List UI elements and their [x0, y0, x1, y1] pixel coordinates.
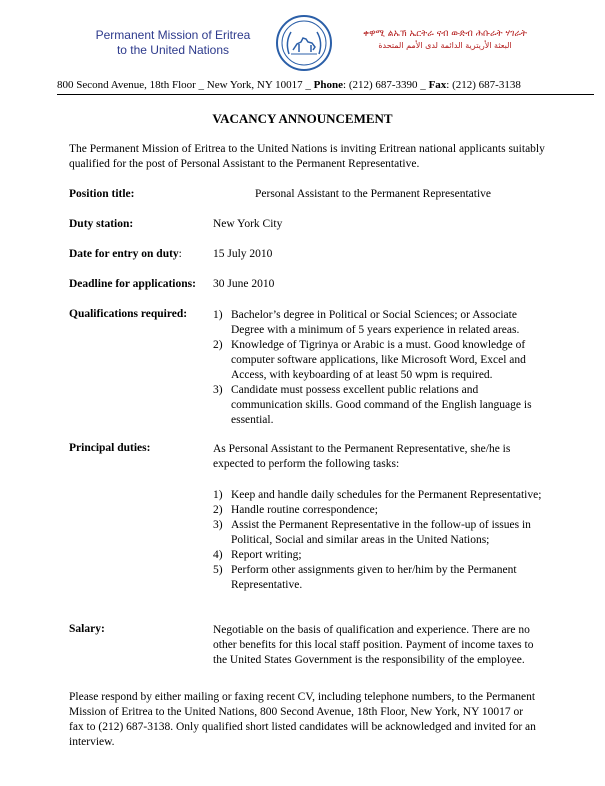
contact-address-line [57, 79, 521, 91]
list-item [213, 488, 543, 503]
list-item-text: Assist the Permanent Representative in the follow-up of issues in Political, Social and similar areas in the United Nations; [231, 519, 531, 546]
org-name-local-languages [360, 28, 530, 52]
duties-intro: As Personal Assistant to the Permanent Representative, she/he is expected to perform the following tasks: [213, 443, 511, 470]
emblem-seal-icon [275, 14, 333, 72]
org-name-tigrinya: ቀዋሚ ልኡኽ ኤርትራ ናብ ውድብ ሕቡራት ሃገራት [363, 29, 527, 39]
org-name-arabic: البعثة الأريترية الدائمة لدى الأمم المتحدة [378, 41, 512, 50]
entry-date-label-text: Date for entry on duty [69, 248, 179, 260]
org-name-line2: to the United Nations [116, 43, 230, 57]
list-item-number: 2) [213, 504, 223, 516]
list-item-text: Handle routine correspondence; [231, 504, 378, 516]
entry-date-colon: : [178, 248, 182, 260]
list-item-number: 4) [213, 549, 223, 561]
salary-label: Salary: [69, 623, 105, 635]
duty-station-label: Duty station: [69, 218, 134, 230]
list-item-text: Keep and handle daily schedules for the Permanent Representative; [231, 489, 542, 501]
entry-date-label [69, 248, 182, 260]
list-item-number: 1) [213, 309, 223, 321]
duty-station-value: New York City [213, 218, 283, 230]
list-item-text: Knowledge of Tigrinya or Arabic is a must. Good knowledge of computer software applications, like Microsoft Word, Excel and Access, with keyboarding of at least 50 wpm is required. [231, 339, 526, 381]
list-item-text: Report writing; [231, 549, 302, 561]
page-title: VACANCY ANNOUNCEMENT [212, 111, 393, 126]
position-title-value: Personal Assistant to the Permanent Representative [254, 188, 492, 200]
list-item [213, 518, 543, 548]
list-item [213, 503, 543, 518]
phone-label: Phone [313, 79, 344, 91]
org-name-line1: Permanent Mission of Eritrea [95, 28, 251, 42]
list-item [213, 338, 543, 383]
list-item-text: Candidate must possess excellent public relations and communication skills. Good command of the English language is essential. [231, 384, 532, 426]
intro-paragraph: The Permanent Mission of Eritrea to the United Nations is inviting Eritrean national applicants suitably qualified for the post of Personal Assistant to the Permanent Representative. [69, 143, 545, 170]
list-item-number: 3) [213, 384, 223, 396]
list-item-text: Perform other assignments given to her/him by the Permanent Representative. [231, 564, 517, 591]
list-item-text: Bachelor’s degree in Political or Social Sciences; or Associate Degree with a minimum of 5 years experience in related areas. [231, 309, 520, 336]
header-divider [57, 94, 594, 95]
position-title-label: Position title: [69, 188, 135, 200]
duties-list [213, 488, 543, 593]
salary-text: Negotiable on the basis of qualification and experience. There are no other benefits for this local staff position. Payment of income taxes to the United States Government is the responsibility of the employee. [213, 624, 534, 666]
deadline-value: 30 June 2010 [213, 278, 275, 290]
org-name-english [88, 28, 258, 58]
fax-value: : (212) 687-3138 [446, 79, 521, 91]
entry-date-value: 15 July 2010 [213, 248, 273, 260]
principal-duties-label: Principal duties: [69, 442, 151, 454]
list-item [213, 383, 543, 428]
list-item [213, 548, 543, 563]
list-item [213, 563, 543, 593]
address-text: 800 Second Avenue, 18th Floor _ New York, NY 10017 _ [57, 79, 314, 91]
list-item [213, 308, 543, 338]
list-item-number: 1) [213, 489, 223, 501]
qualifications-list [213, 308, 543, 428]
deadline-label: Deadline for applications: [69, 278, 196, 290]
closing-paragraph: Please respond by either mailing or faxing recent CV, including telephone numbers, to the Permanent Mission of Eritrea to the United Nations, 800 Second Avenue, 18th Floor, New York, NY 10017 or fax to (212) 687-3138. Only qualified short listed candidates will be acknowledged and invited for an interview. [69, 691, 536, 748]
fax-label: Fax [428, 79, 447, 91]
list-item-number: 5) [213, 564, 223, 576]
list-item-number: 3) [213, 519, 223, 531]
list-item-number: 2) [213, 339, 223, 351]
qualifications-label: Qualifications required: [69, 308, 188, 320]
phone-value: : (212) 687-3390 _ [343, 79, 429, 91]
